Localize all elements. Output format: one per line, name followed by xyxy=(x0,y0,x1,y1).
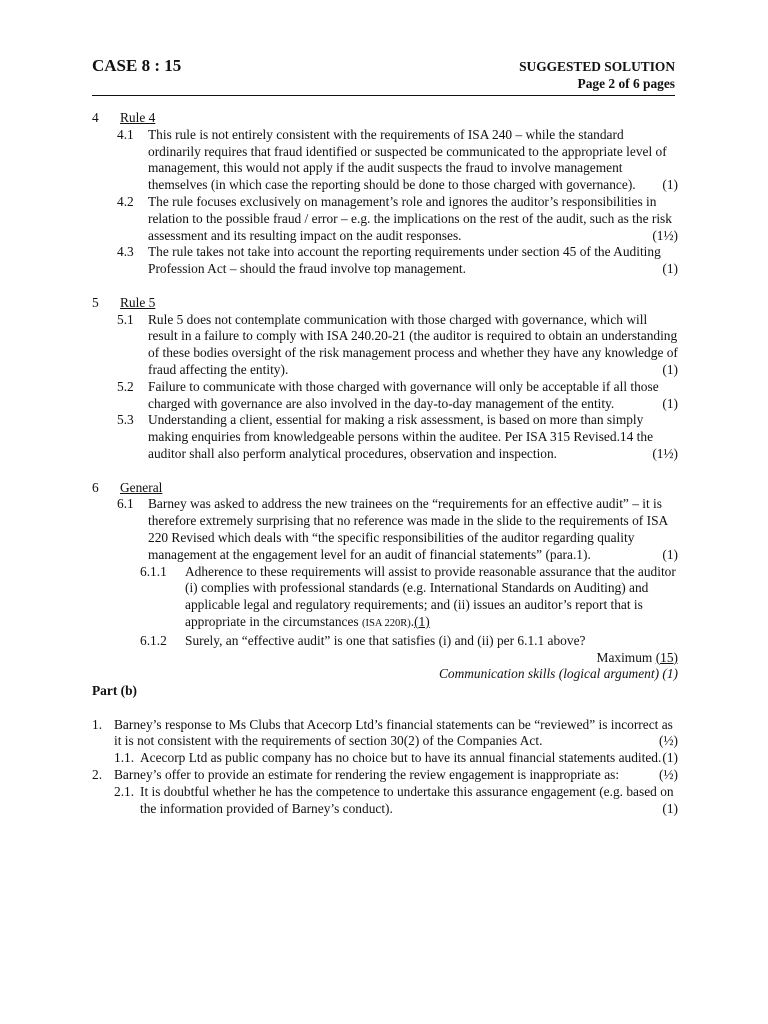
item-mark: (1) xyxy=(662,261,678,277)
maximum-total: Maximum (15) xyxy=(596,649,678,665)
item-mark: (1½) xyxy=(652,445,678,461)
item-text: Adherence to these requirements will assist to provide reasonable assurance that the auditor (i) complies with professional standards (e.g. International Standards on Auditing) and applicable legal and regulatory requirements; and (ii) issues an auditor’s report that is appropriate in the circumstances (ISA 220R).(1) xyxy=(185,563,676,629)
section-heading xyxy=(92,480,678,497)
item-number: 5.3 xyxy=(117,412,134,428)
item-number: 5.1 xyxy=(117,311,134,327)
sub-list-item xyxy=(92,784,678,818)
item-mark: (1) xyxy=(662,800,678,816)
section-heading xyxy=(92,110,678,127)
item-text: Barney’s offer to provide an estimate for rendering the review engagement is inappropriate as: (½) xyxy=(114,767,678,783)
item-mark: (1½) xyxy=(652,227,678,243)
item-mark: (½) xyxy=(659,733,678,749)
section-general xyxy=(92,480,678,684)
item-mark: (1) xyxy=(662,750,678,766)
item-text: This rule is not entirely consistent with the requirements of ISA 240 – while the standard ordinarily requires that fraud identified or suspected be communicated to the appropriate level of management, this would not apply if the audit suspects the fraud to involve management themselves (in which case the reporting should be done to those charged with governance). (1) xyxy=(148,126,678,193)
list-item xyxy=(92,412,678,462)
item-text: The rule focuses exclusively on management’s role and ignores the auditor’s responsibilities in relation to the possible fraud / error – e.g. the implications on the rest of the audit, such as the risk assessment and its resulting impact on the audit responses. (1½) xyxy=(148,193,678,243)
item-text: Understanding a client, essential for making a risk assessment, is based on more than simply making enquiries from knowledgeable persons within the auditee. Per ISA 315 Revised.14 the auditor shall also perform analytical procedures, observation and inspection. (1½) xyxy=(148,412,678,461)
item-mark: (1) xyxy=(414,613,430,629)
sub-list-item xyxy=(92,633,678,650)
item-number: 6.1.1 xyxy=(140,563,167,579)
item-number: 2. xyxy=(92,767,103,783)
item-number: 4.1 xyxy=(117,126,134,142)
part-b-heading: Part (b) xyxy=(92,683,137,699)
item-mark: (1) xyxy=(662,361,678,377)
section-title: General xyxy=(120,479,163,495)
item-text: Surely, an “effective audit” is one that satisfies (i) and (ii) per 6.1.1 above? xyxy=(185,632,586,648)
section-heading xyxy=(92,295,678,312)
list-item xyxy=(92,379,678,413)
item-number: 2.1. xyxy=(114,783,135,799)
list-item xyxy=(92,244,678,278)
section-number: 4 xyxy=(92,110,99,125)
item-text: Acecorp Ltd as public company has no choice but to have its annual financial statements audited. (1) xyxy=(140,750,678,766)
item-text: It is doubtful whether he has the competence to undertake this assurance engagement (e.g. based on the information provided of Barney’s conduct). (1) xyxy=(140,783,678,816)
section-title: Rule 4 xyxy=(120,110,156,125)
item-number: 4.3 xyxy=(117,244,134,260)
item-number: 5.2 xyxy=(117,378,134,394)
list-item xyxy=(92,717,678,751)
solution-title: SUGGESTED SOLUTION xyxy=(519,59,675,74)
list-item xyxy=(92,127,678,194)
item-number: 6.1 xyxy=(117,496,134,512)
reference: (ISA 220R) xyxy=(362,617,411,629)
item-number: 1.1. xyxy=(114,750,135,766)
communication-skills: Communication skills (logical argument) (1) xyxy=(438,666,678,682)
item-text: Barney’s response to Ms Clubs that Acecorp Ltd’s financial statements can be “reviewed” is incorrect as it is not consistent with the requirements of section 30(2) of the Companies Act. (½) xyxy=(114,716,678,749)
case-number: CASE 8 : 15 xyxy=(92,56,182,75)
document-body xyxy=(92,110,678,817)
section-rule-4 xyxy=(92,110,678,278)
item-text: The rule takes not take into account the reporting requirements under section 45 of the Auditing Profession Act – should the fraud involve top management. (1) xyxy=(148,244,678,277)
item-number: 4.2 xyxy=(117,193,134,209)
section-number: 5 xyxy=(92,294,99,310)
item-mark: (1) xyxy=(662,546,678,562)
list-item xyxy=(92,767,678,784)
page-header xyxy=(519,58,675,92)
page-number: Page 2 of 6 pages xyxy=(577,76,675,91)
item-text: Rule 5 does not contemplate communication with those charged with governance, which will result in a failure to comply with ISA 240.20-21 (the auditor is required to obtain an understanding of these bodies oversight of the risk management process and whether they have any knowledge of fraud affecting the entity). (1) xyxy=(148,311,678,377)
sub-list-item xyxy=(92,564,678,633)
item-mark: (½) xyxy=(659,767,678,783)
item-number: 1. xyxy=(92,716,103,732)
item-mark: (1) xyxy=(662,395,678,411)
section-number: 6 xyxy=(92,479,99,495)
item-number: 6.1.2 xyxy=(140,632,167,648)
item-mark: (1) xyxy=(662,177,678,193)
header-divider xyxy=(92,95,675,96)
section-title: Rule 5 xyxy=(120,294,156,310)
item-text: Failure to communicate with those charged with governance will only be acceptable if all those charged with governance are also involved in the day-to-day management of the entity. (1) xyxy=(148,378,678,411)
list-item xyxy=(92,496,678,563)
section-rule-5 xyxy=(92,295,678,463)
sub-list-item xyxy=(92,750,678,767)
list-item xyxy=(92,312,678,379)
item-text: Barney was asked to address the new trainees on the “requirements for an effective audit” – it is therefore extremely surprising that no reference was made in the slide to the requirements of ISA 220 Revised which deals with “the specific responsibilities of the auditor regarding quality management at the engagement level for an audit of financial statements” (para.1). (1) xyxy=(148,496,678,562)
list-item xyxy=(92,194,678,244)
